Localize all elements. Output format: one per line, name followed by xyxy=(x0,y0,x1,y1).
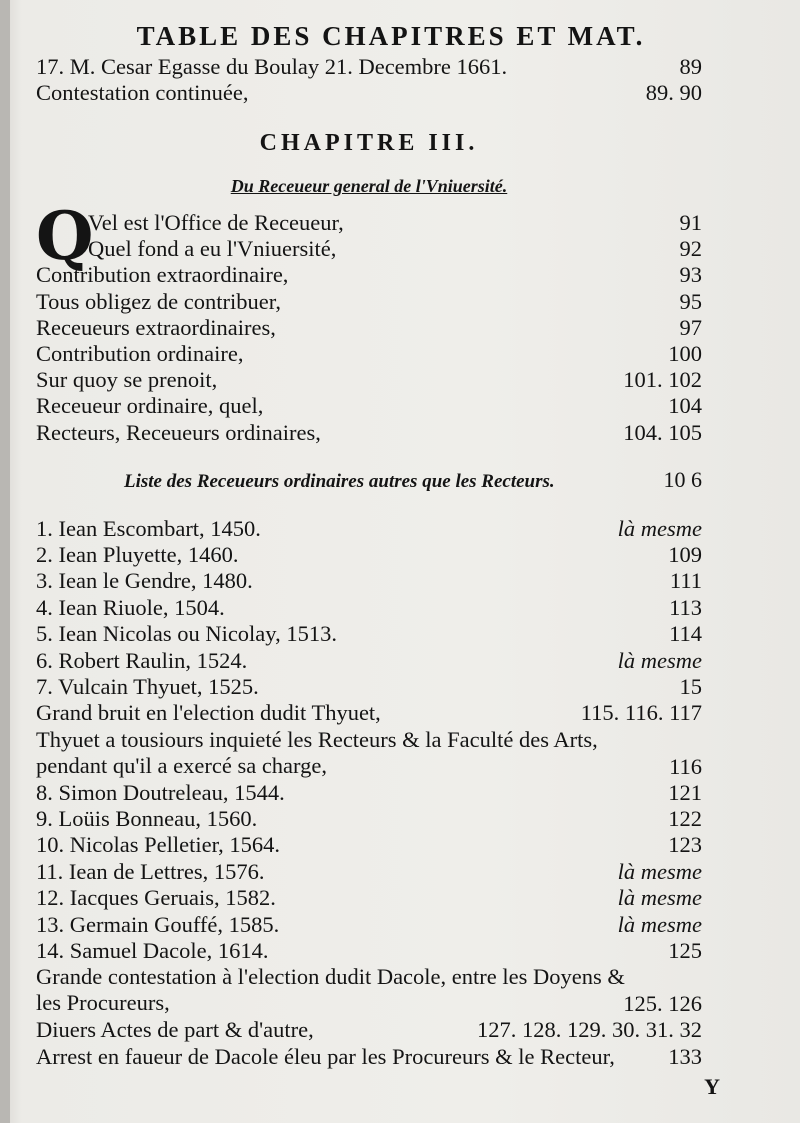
entry-text: 1. Iean Escombart, 1450. xyxy=(36,515,261,541)
chapter-subtitle: Du Receueur general de l'Vniuersité. xyxy=(230,176,508,196)
toc-entry xyxy=(36,568,702,594)
toc-entry xyxy=(36,315,702,341)
toc-entry xyxy=(36,621,702,647)
toc-entry xyxy=(36,674,702,700)
toc-entry xyxy=(36,236,702,262)
entry-page: 97 xyxy=(679,314,702,340)
entry-text: Grand bruit en l'election dudit Thyuet, xyxy=(36,700,381,726)
toc-entry xyxy=(36,262,702,288)
toc-entry xyxy=(36,341,702,367)
entry-text: Sur quoy se prenoit, xyxy=(36,367,218,393)
toc-entry xyxy=(36,912,702,938)
entry-text: 5. Iean Nicolas ou Nicolay, 1513. xyxy=(36,621,337,647)
entry-page: 122 xyxy=(668,806,702,831)
entry-text: Contestation continuée, xyxy=(36,80,249,105)
entry-page: 91 xyxy=(679,210,702,235)
entry-text: Thyuet a tousiours inquieté les Recteurs & la Faculté des Arts, pendant qu'il a exercé sa charge, xyxy=(36,726,598,778)
entry-text: 17. M. Cesar Egasse du Boulay 21. Decembre 1661. xyxy=(36,54,508,79)
entry-text: 11. Iean de Lettres, 1576. xyxy=(36,858,265,884)
toc-entry xyxy=(36,289,702,315)
section-1-list xyxy=(36,197,702,446)
toc-entry xyxy=(36,516,702,542)
toc-entry xyxy=(36,1017,702,1043)
toc-entry xyxy=(36,964,702,1017)
entry-text: Tous obligez de contribuer, xyxy=(36,288,281,314)
toc-entry xyxy=(36,938,702,964)
entry-text: 10. Nicolas Pelletier, 1564. xyxy=(36,832,281,858)
entry-page: 127. 128. 129. 30. 31. 32 xyxy=(477,1017,702,1043)
entry-text: 6. Robert Raulin, 1524. xyxy=(36,647,248,673)
book-spine-shadow xyxy=(0,0,10,1123)
entry-text: 2. Iean Pluyette, 1460. xyxy=(36,542,239,568)
toc-entry xyxy=(36,420,702,446)
entry-page: 104. 105 xyxy=(623,419,702,445)
top-entries xyxy=(36,54,702,106)
entry-text: Diuers Actes de part & d'autre, xyxy=(36,1017,314,1043)
entry-page: 92 xyxy=(679,236,702,262)
entry-text: Quel fond a eu l'Vniuersité, xyxy=(88,236,337,262)
entry-page: là mesme xyxy=(617,858,702,884)
toc-entry xyxy=(36,780,702,806)
toc-entry xyxy=(36,595,702,621)
liste-heading-text: Liste des Receueurs ordinaires autres que les Recteurs. xyxy=(124,470,555,492)
entry-page: 89. 90 xyxy=(645,80,702,105)
toc-entry xyxy=(36,648,702,674)
entry-page: 133 xyxy=(668,1043,702,1069)
entry-text: 4. Iean Riuole, 1504. xyxy=(36,594,225,620)
entry-page: là mesme xyxy=(617,911,702,937)
entry-page: 15 xyxy=(679,674,702,700)
toc-entry xyxy=(36,727,702,780)
entry-text: 3. Iean le Gendre, 1480. xyxy=(36,568,253,594)
entry-text: 14. Samuel Dacole, 1614. xyxy=(36,937,269,963)
entry-text: Receueurs extraordinaires, xyxy=(36,314,276,340)
entry-page: 115. 116. 117 xyxy=(580,700,702,726)
entry-page: là mesme xyxy=(617,515,702,541)
signature-mark: Y xyxy=(704,1074,720,1099)
entry-text: Vel est l'Office de Receueur, xyxy=(88,210,344,235)
entry-text: Contribution extraordinaire, xyxy=(36,262,289,288)
entry-text: Contribution ordinaire, xyxy=(36,340,244,366)
toc-entry xyxy=(36,885,702,911)
toc-entry xyxy=(36,832,702,858)
toc-entry xyxy=(36,1044,702,1070)
chapter-title: CHAPITRE III. xyxy=(259,130,479,156)
section-2-list xyxy=(36,516,702,1070)
entry-page: 125. 126 xyxy=(623,991,702,1017)
entry-page: là mesme xyxy=(617,885,702,911)
entry-text: Arrest en faueur de Dacole éleu par les Procureurs & le Recteur, xyxy=(36,1043,615,1069)
toc-entry xyxy=(36,54,702,80)
entry-page: 100 xyxy=(668,340,702,366)
entry-text: 9. Loüis Bonneau, 1560. xyxy=(36,806,258,831)
entry-page: 101. 102 xyxy=(623,367,702,393)
entry-page: là mesme xyxy=(617,647,702,673)
drop-cap-initial: Q xyxy=(36,197,94,275)
toc-entry xyxy=(36,542,702,568)
entry-text: Receueur ordinaire, quel, xyxy=(36,393,264,419)
page-text-block xyxy=(36,18,702,1070)
entry-page: 93 xyxy=(679,262,702,288)
toc-entry xyxy=(36,806,702,832)
entry-page: 113 xyxy=(669,594,702,620)
entry-page: 104 xyxy=(668,393,702,419)
entry-page: 111 xyxy=(669,568,702,594)
toc-entry xyxy=(36,80,702,106)
liste-heading xyxy=(36,466,702,494)
entry-text: 8. Simon Doutreleau, 1544. xyxy=(36,779,285,805)
entry-page: 121 xyxy=(668,779,702,805)
liste-heading-page: 10 6 xyxy=(663,466,702,492)
entry-page: 109 xyxy=(668,542,702,568)
entry-text: Recteurs, Receueurs ordinaires, xyxy=(36,419,321,445)
entry-page: 114 xyxy=(669,621,702,647)
running-head: TABLE DES CHAPITRES ET MAT. xyxy=(136,21,646,51)
toc-entry xyxy=(36,393,702,419)
entry-text: 12. Iacques Geruais, 1582. xyxy=(36,885,276,911)
entry-page: 95 xyxy=(679,288,702,314)
entry-page: 125 xyxy=(668,937,702,963)
toc-entry xyxy=(36,700,702,726)
entry-page: 123 xyxy=(668,832,702,858)
entry-text: 7. Vulcain Thyuet, 1525. xyxy=(36,674,259,700)
entry-text: Grande contestation à l'election dudit Dacole, entre les Doyens & les Procureurs, xyxy=(36,964,625,1016)
entry-page: 116 xyxy=(669,753,702,779)
entry-page: 89 xyxy=(679,54,702,79)
entry-text: 13. Germain Gouffé, 1585. xyxy=(36,911,280,937)
toc-entry xyxy=(36,859,702,885)
toc-entry xyxy=(36,367,702,393)
